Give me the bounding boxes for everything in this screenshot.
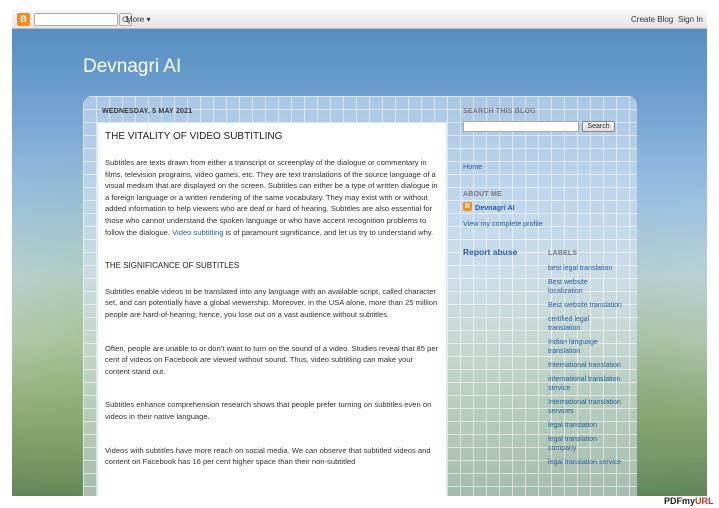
blog-page: [12, 10, 707, 496]
pdfmyurl-brand-a: PDFmy: [664, 496, 696, 506]
label-link[interactable]: International translation: [548, 362, 621, 369]
post-paragraph: Subtitles enhance comprehension research shows that people prefer turning on subtitles even on videos in their native language.: [105, 400, 432, 421]
post-paragraph-text: is of paramount significance, and let us try to understand why.: [223, 227, 434, 237]
post-subheading: THE SIGNIFICANCE OF SUBTITLES: [105, 261, 240, 271]
post-paragraph: Subtitles enable videos to be translated into any language with an available script, called character set, and can potentially have a global viewership. Moreover, in the USA alone, more than 25 million people are hard-of-hearing; hence, you lose out on a vast audience without subtitles.: [105, 286, 438, 319]
label-link[interactable]: Best website translation: [548, 302, 622, 309]
post-title: THE VITALITY OF VIDEO SUBTITLING: [105, 131, 283, 142]
report-abuse-link[interactable]: Report abuse: [463, 247, 518, 257]
navbar: [12, 10, 707, 29]
blog-title[interactable]: Devnagri AI: [83, 56, 182, 77]
post-paragraph: Often, people are unable to or don’t want to turn on the sound of a video. Studies reveal that 85 per cent of videos on Facebook are viewed without sound. Thus, video subtitling can make your content stand out.: [105, 343, 439, 376]
labels-list: [548, 264, 622, 472]
post-date: WEDNESDAY, 5 MAY 2021: [102, 108, 193, 115]
more-menu[interactable]: More ▾: [126, 15, 151, 24]
post-paragraph: [105, 157, 439, 238]
view-profile-link[interactable]: View my complete profile: [463, 219, 543, 228]
home-link[interactable]: Home: [463, 162, 483, 171]
label-link[interactable]: legal translation company: [548, 436, 598, 452]
post-body: [97, 122, 447, 496]
label-link[interactable]: Indian language translation: [548, 339, 598, 355]
content-container: [83, 96, 637, 496]
pdfmyurl-brand-b: URL: [695, 496, 714, 506]
labels-heading: LABELS: [548, 250, 578, 257]
create-blog-link[interactable]: Create Blog: [631, 15, 674, 24]
label-link[interactable]: best legal translation: [548, 265, 613, 272]
post-paragraph: Videos with subtitles have more reach on social media. We can observe that subtitled videos and content on Facebook has 16 per cent higher space than their non-subtitled: [105, 445, 431, 467]
sign-in-link[interactable]: Sign In: [678, 15, 703, 24]
blog-search-input[interactable]: [463, 121, 579, 132]
label-link[interactable]: Best website localization: [548, 279, 588, 295]
label-link[interactable]: legal translation service: [548, 459, 622, 466]
pdfmyurl-logo: [664, 496, 714, 506]
navbar-search-input[interactable]: [34, 13, 118, 26]
search-heading: SEARCH THIS BLOG: [463, 108, 536, 115]
about-heading: ABOUT ME: [463, 191, 502, 198]
label-link[interactable]: certified legal translation: [548, 316, 590, 332]
label-link[interactable]: legal translation: [548, 422, 598, 429]
search-button[interactable]: Search: [582, 121, 615, 132]
profile-icon[interactable]: B: [464, 203, 471, 210]
label-link[interactable]: international translation service: [548, 376, 621, 392]
label-link[interactable]: International translation services: [548, 399, 621, 415]
post-paragraph-text: Subtitles are texts drawn from either a transcript or screenplay of the dialogue or commentary in films, television programs, video games, etc. They are text translations of the source language of a visual medium that are displayed on the screen. Subtitles can either be a type of written dialogue in a foreign language or a written rendering of the same vocabulary. They may exist with or without added information to help viewers who are deaf or hard of hearing. Subtitles are also essential for those who cannot understand the spoken language or who have accent recognition problems to follow the dialogue.: [105, 158, 438, 237]
video-subtitling-link[interactable]: Video subtitling: [172, 227, 224, 237]
blogger-logo-icon[interactable]: B: [17, 13, 30, 26]
profile-name-link[interactable]: Devnagri AI: [475, 203, 515, 212]
